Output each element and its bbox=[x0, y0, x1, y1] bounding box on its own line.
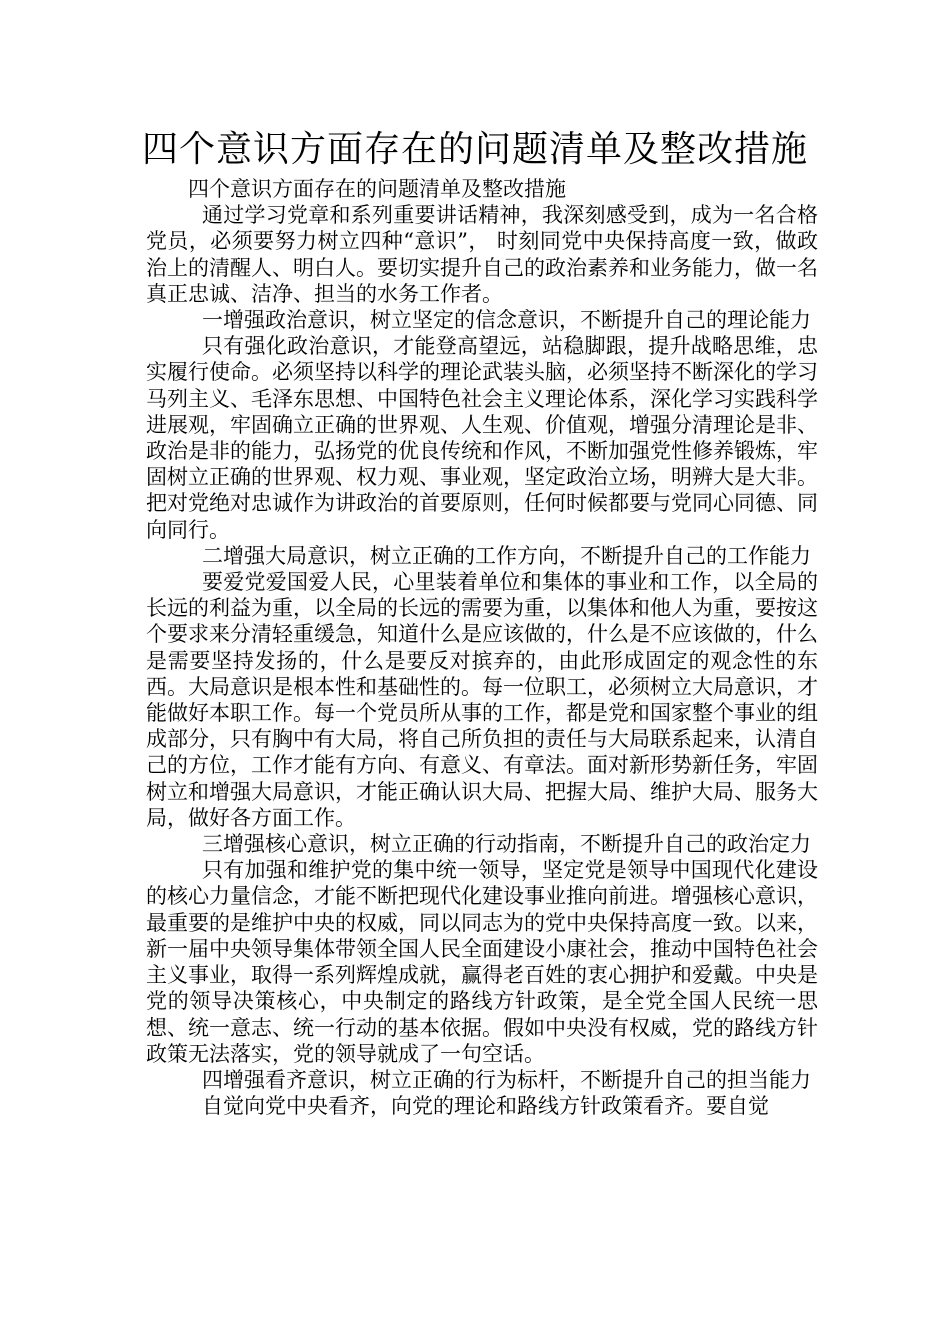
section-heading-political: 一增强政治意识，树立坚定的信念意识，不断提升自己的理论能力 bbox=[202, 308, 811, 333]
section-paragraph-core: 只有加强和维护党的集中统一领导，坚定党是领导中国现代化建设的核心力量信念，才能不断把现代化建设事业推向前进。增强核心意识，最重要的是维护中央的权威，同以同志为的党中央保持高度一致。以来，新一届中央领导集体带领全国人民全面建设小康社会，推动中国特色社会主义事业，取得一系列辉煌成就，赢得老百姓的衷心拥护和爱戴。中央是党的领导决策核心，中央制定的路线方针政策，是全党全国人民统一思想、统一意志、统一行动的基本依据。假如中央没有权威，党的路线方针政策无法落实，党的领导就成了一句空话。 bbox=[146, 858, 818, 1066]
document-subtitle: 四个意识方面存在的问题清单及整改措施 bbox=[188, 177, 566, 201]
section-paragraph-overall: 要爱党爱国爱人民，心里装着单位和集体的事业和工作，以全局的长远的利益为重，以全局的长远的需要为重，以集体和他人为重，要按这个要求来分清轻重缓急，知道什么是应该做的，什么是不应该做的，什么是需要坚持发扬的，什么是要反对摈弃的，由此形成固定的观念性的东西。大局意识是根本性和基础性的。每一位职工，必须树立大局意识，才能做好本职工作。每一个党员所从事的工作，都是党和国家整个事业的组成部分，只有胸中有大局，将自己所负担的责任与大局联系起来，认清自己的方位，工作才能有方向、有意义、有章法。面对新形势新任务，牢固树立和增强大局意识，才能正确认识大局、把握大局、维护大局、服务大局，做好各方面工作。 bbox=[146, 570, 818, 830]
section-heading-alignment: 四增强看齐意识，树立正确的行为标杆，不断提升自己的担当能力 bbox=[202, 1067, 811, 1092]
document-body bbox=[146, 176, 818, 1119]
section-heading-overall: 二增强大局意识，树立正确的工作方向，不断提升自己的工作能力 bbox=[202, 543, 811, 568]
document-title: 四个意识方面存在的问题清单及整改措施 bbox=[141, 129, 808, 170]
section-paragraph-alignment: 自觉向党中央看齐，向党的理论和路线方针政策看齐。要自觉 bbox=[202, 1094, 769, 1119]
section-paragraph-political: 只有强化政治意识，才能登高望远，站稳脚跟，提升战略思维，忠实履行使命。必须坚持以科学的理论武装头脑，必须坚持不断深化的学习马列主义、毛泽东思想、中国特色社会主义理论体系，深化学习实践科学进展观，牢固确立正确的世界观、人生观、价值观，增强分清理论是非、政治是非的能力，弘扬党的优良传统和作风，不断加强党性修养锻炼，牢固树立正确的世界观、权力观、事业观，坚定政治立场，明辨大是大非。把对党绝对忠诚作为讲政治的首要原则，任何时候都要与党同心同德、同向同行。 bbox=[146, 334, 818, 542]
section-heading-core: 三增强核心意识，树立正确的行动指南，不断提升自己的政治定力 bbox=[202, 832, 811, 857]
intro-paragraph: 通过学习党章和系列重要讲话精神，我深刻感受到，成为一名合格党员，必须要努力树立四种“意识”， 时刻同党中央保持高度一致，做政治上的清醒人、明白人。要切实提升自己的政治素养和业务能力，做一名真正忠诚、洁净、担当的水务工作者。 bbox=[146, 203, 818, 306]
